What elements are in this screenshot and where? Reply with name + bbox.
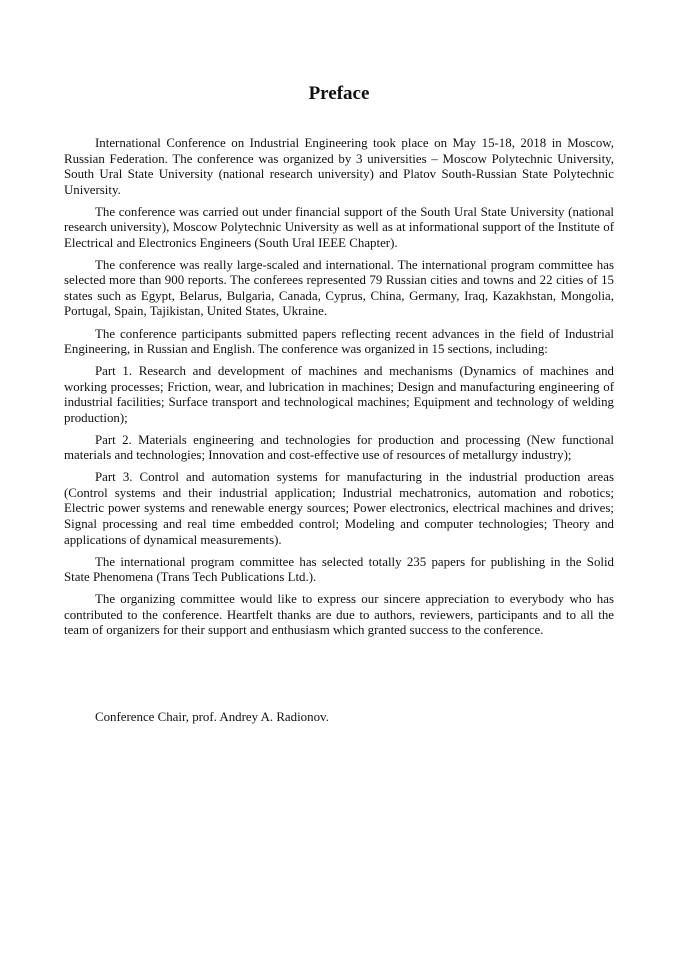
preface-body <box>64 136 614 645</box>
paragraph-acknowledgements: The organizing committee would like to express our sincere appreciation to everybody who has contributed to the conference. Heartfelt thanks are due to authors, reviewers, participants and to all the team of organizers for their support and enthusiasm which granted success to the conference. <box>64 592 614 638</box>
paragraph-support: The conference was carried out under financial support of the South Ural State University (national research university), Moscow Polytechnic University as well as at informational support of the Institute of Electrical and Electronics Engineers (South Ural IEEE Chapter). <box>64 204 614 250</box>
paragraph-part-3: Part 3. Control and automation systems for manufacturing in the industrial production areas (Control systems and their industrial application; Industrial mechatronics, automation and robotics; Electric power systems and renewable energy sources; Power electronics, electrical machines and drives; Signal processing and real time embedded control; Modeling and computer technologies; Theory and applications of dynamical measurements). <box>64 470 614 547</box>
paragraph-part-1: Part 1. Research and development of machines and mechanisms (Dynamics of machines and working processes; Friction, wear, and lubrication in machines; Design and manufacturing engineering of industrial facilities; Surface transport and technological machines; Equipment and technology of welding production); <box>64 364 614 425</box>
paragraph-selected-papers: The international program committee has selected totally 235 papers for publishing in the Solid State Phenomena (Trans Tech Publications Ltd.). <box>64 554 614 585</box>
signature-line: Conference Chair, prof. Andrey A. Radionov. <box>95 710 329 724</box>
paragraph-conference-overview: International Conference on Industrial Engineering took place on May 15-18, 2018 in Moscow, Russian Federation. The conference was organized by 3 universities – Moscow Polytechnic University, South Ural State University (national research university) and Platov South-Russian State Polytechnic University. <box>64 136 614 197</box>
paragraph-sections-intro: The conference participants submitted papers reflecting recent advances in the field of Industrial Engineering, in Russian and English. The conference was organized in 15 sections, including: <box>64 326 614 357</box>
paragraph-part-2: Part 2. Materials engineering and technologies for production and processing (New functional materials and technologies; Innovation and cost-effective use of resources of metallurgy industry); <box>64 432 614 463</box>
page-title: Preface <box>308 83 370 104</box>
paragraph-scale: The conference was really large-scaled and international. The international program committee has selected more than 900 reports. The conferees represented 79 Russian cities and towns and 22 cities of 15 states such as Egypt, Belarus, Bulgaria, Canada, Cyprus, China, Germany, Iraq, Kazakhstan, Mongolia, Portugal, Spain, Tajikistan, United States, Ukraine. <box>64 257 614 319</box>
